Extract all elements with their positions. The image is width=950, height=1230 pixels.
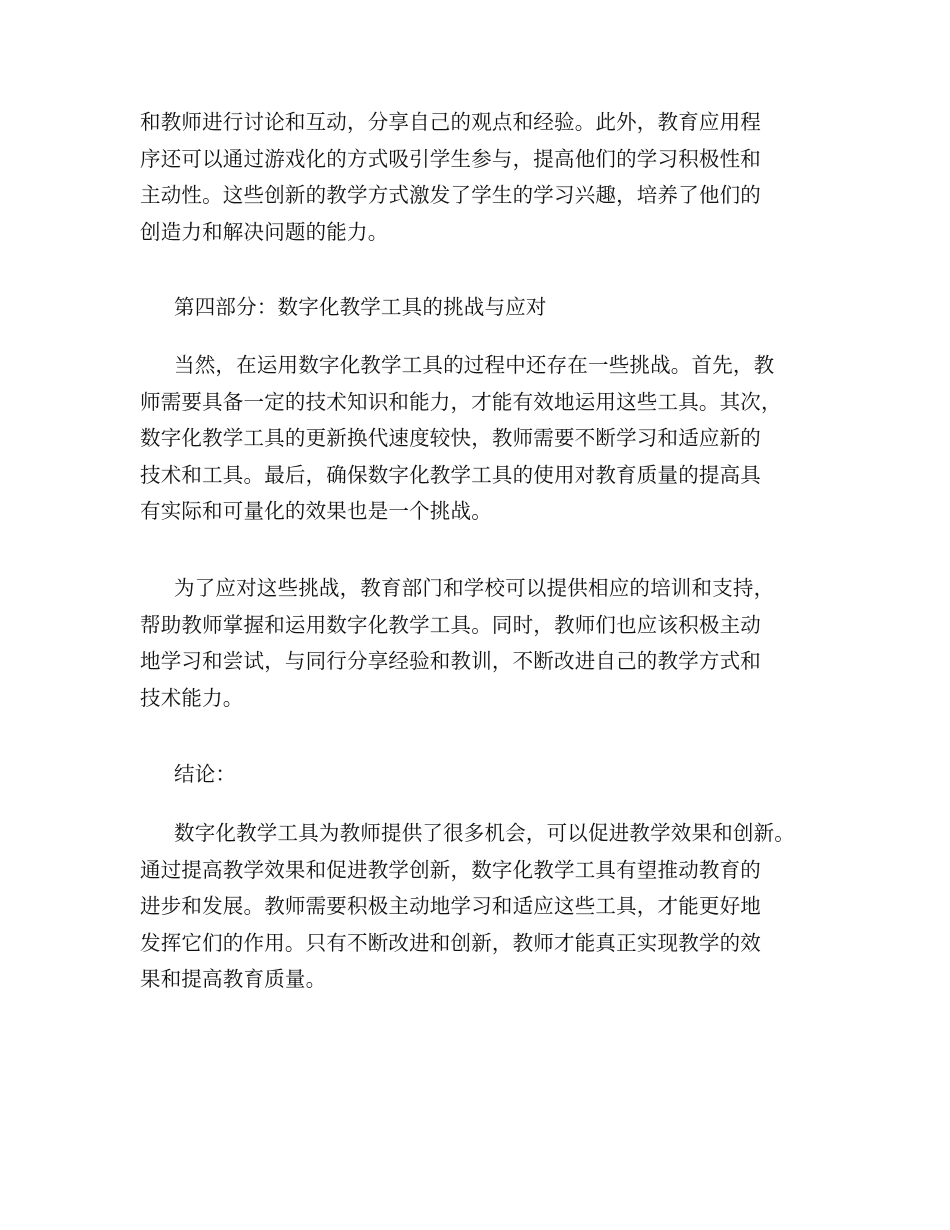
- text-line: 通过提高教学效果和促进教学创新，数字化教学工具有望推动教育的: [140, 857, 761, 882]
- heading-text: 第四部分：数字化教学工具的挑战与应对: [174, 295, 547, 319]
- heading-text: 结论：: [174, 762, 237, 786]
- text-line: 技术和工具。最后，确保数字化教学工具的使用对教育质量的提高具: [140, 462, 761, 487]
- text-line: 和教师进行讨论和互动，分享自己的观点和经验。此外，教育应用程: [140, 110, 761, 134]
- text-line: 序还可以通过游戏化的方式吸引学生参与，提高他们的学习积极性和: [140, 146, 761, 171]
- text-line: 师需要具备一定的技术知识和能力，才能有效地运用这些工具。其次，: [140, 389, 782, 414]
- body-paragraph-1: [140, 104, 840, 250]
- body-paragraph-2: [140, 347, 840, 530]
- text-line: 数字化教学工具为教师提供了很多机会，可以促进教学效果和创新。: [174, 821, 795, 845]
- text-line: 为了应对这些挑战，教育部门和学校可以提供相应的培训和支持，: [174, 576, 775, 600]
- text-line: 帮助教师掌握和运用数字化教学工具。同时，教师们也应该积极主动: [140, 612, 761, 637]
- text-line: 进步和发展。教师需要积极主动地学习和适应这些工具，才能更好地: [140, 894, 761, 918]
- body-paragraph-3: [140, 570, 840, 716]
- body-paragraph-4: [140, 815, 840, 998]
- text-line: 创造力和解决问题的能力。: [140, 219, 389, 244]
- text-line: 技术能力。: [140, 685, 244, 710]
- section-heading-conclusion: [140, 756, 840, 793]
- text-line: 发挥它们的作用。只有不断改进和创新，教师才能真正实现教学的效: [140, 930, 761, 955]
- text-line: 数字化教学工具的更新换代速度较快，教师需要不断学习和适应新的: [140, 426, 761, 450]
- text-line: 果和提高教育质量。: [140, 967, 327, 991]
- text-line: 地学习和尝试，与同行分享经验和教训，不断改进自己的教学方式和: [140, 649, 761, 673]
- text-line: 当然，在运用数字化教学工具的过程中还存在一些挑战。首先，教: [174, 353, 775, 377]
- text-line: 主动性。这些创新的教学方式激发了学生的学习兴趣，培养了他们的: [140, 183, 761, 207]
- section-heading-part4: [140, 289, 840, 326]
- text-line: 有实际和可量化的效果也是一个挑战。: [140, 499, 492, 523]
